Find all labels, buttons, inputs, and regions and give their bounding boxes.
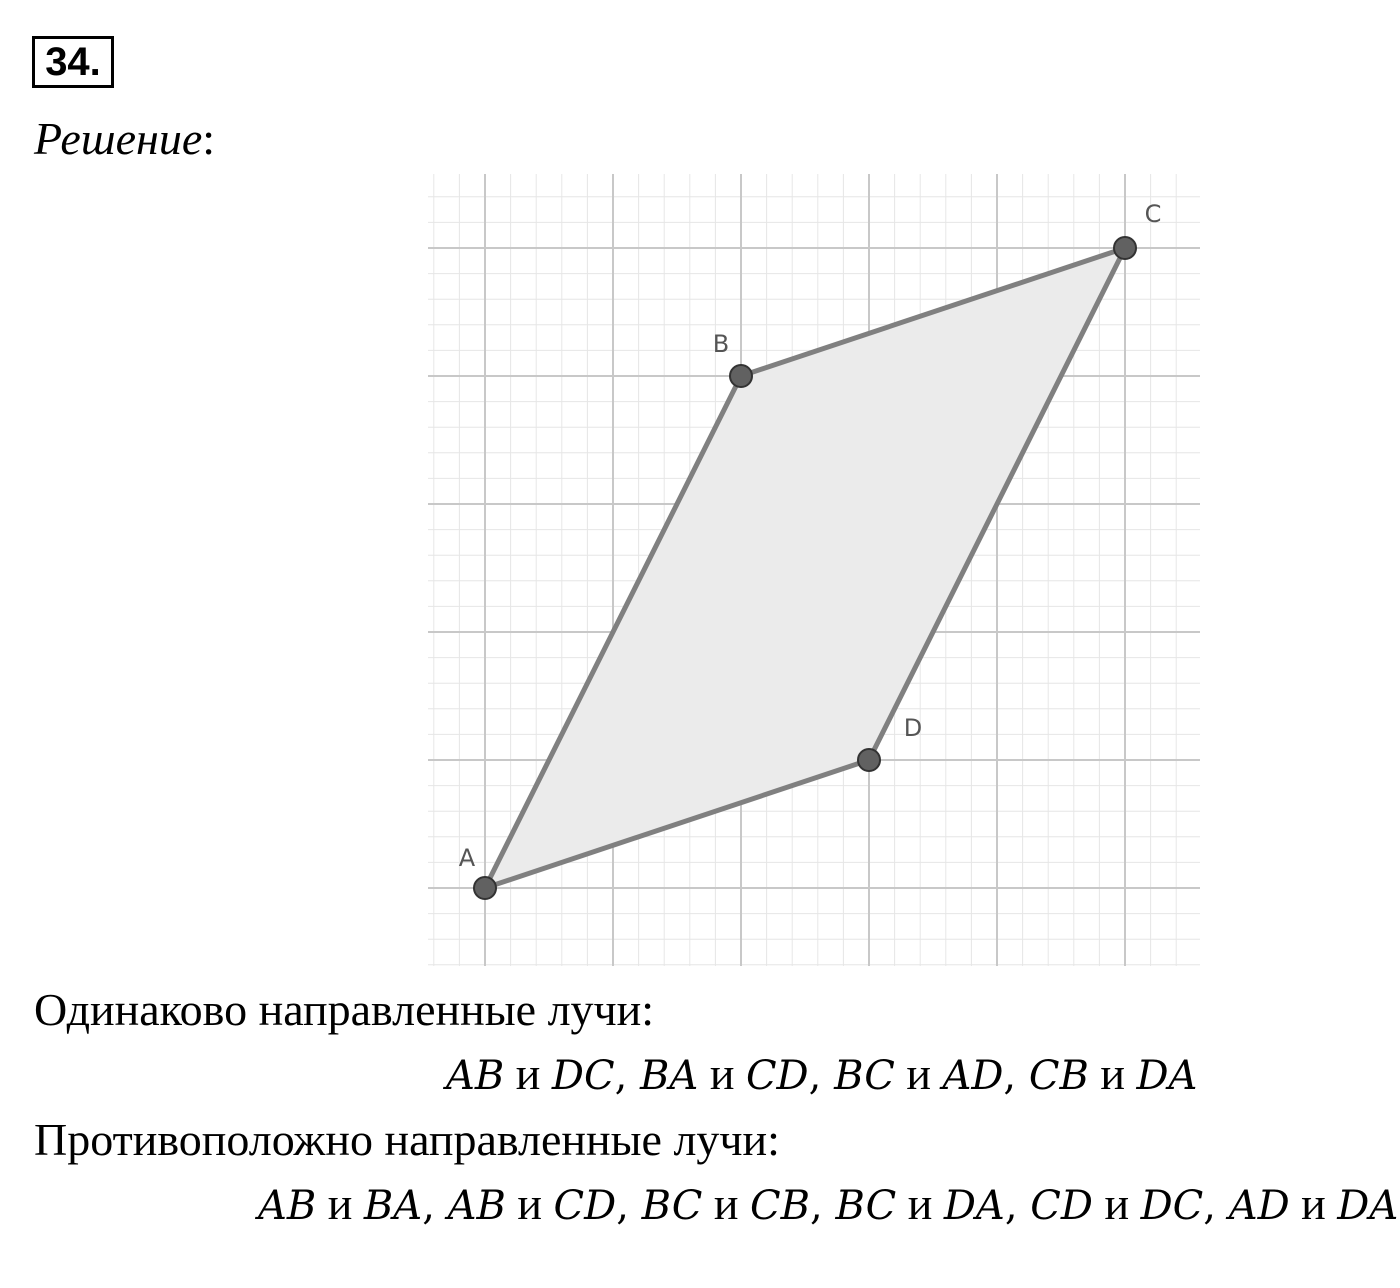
conjunction: и — [505, 1178, 554, 1229]
same-direction-heading: Одинаково направленные лучи: — [34, 984, 655, 1035]
ray-name: CB — [750, 1183, 811, 1229]
vertex-label-b: B — [712, 330, 730, 358]
ray-name: AD — [1228, 1183, 1290, 1229]
separator: , — [1004, 1183, 1031, 1229]
ray-name: BA — [640, 1053, 699, 1099]
parallelogram-shape — [485, 248, 1125, 888]
separator: , — [808, 1053, 835, 1099]
separator: , — [1003, 1053, 1029, 1099]
solution-label-text: Решение — [34, 113, 203, 164]
separator: , — [616, 1183, 642, 1229]
separator: , — [422, 1183, 448, 1229]
solution-colon: : — [202, 113, 216, 164]
vertex-point-a — [474, 877, 496, 899]
conjunction: и — [1092, 1178, 1141, 1229]
conjunction: и — [504, 1048, 552, 1099]
ray-name: BA — [363, 1183, 423, 1229]
conjunction: и — [896, 1178, 944, 1229]
ray-name: AD — [942, 1053, 1004, 1099]
same-direction-rays — [446, 1047, 1197, 1100]
problem-number: 34. — [32, 36, 114, 88]
ray-name: BC — [835, 1183, 897, 1229]
conjunction: и — [316, 1178, 364, 1229]
ray-name: DC — [1140, 1183, 1204, 1229]
ray-name: DA — [943, 1183, 1005, 1229]
ray-name: AB — [258, 1183, 317, 1229]
ray-name: CD — [745, 1053, 809, 1099]
ray-name: BC — [641, 1183, 703, 1229]
opposite-direction-rays — [258, 1177, 1398, 1230]
vertex-label-c: C — [1144, 200, 1162, 228]
ray-name: BC — [834, 1053, 895, 1099]
parallelogram-polygon — [485, 248, 1125, 888]
opposite-direction-heading: Противоположно направленные лучи: — [34, 1114, 780, 1165]
ray-name: CD — [553, 1183, 617, 1229]
conjunction: и — [698, 1048, 746, 1099]
conjunction: и — [1289, 1178, 1338, 1229]
vertex-point-b — [730, 365, 752, 387]
ray-name: AB — [446, 1053, 505, 1099]
ray-name: DA — [1337, 1183, 1399, 1229]
vertex-label-d: D — [903, 714, 923, 742]
ray-name: CB — [1028, 1053, 1089, 1099]
separator: , — [1203, 1183, 1229, 1229]
separator: , — [614, 1053, 641, 1099]
separator: , — [810, 1183, 836, 1229]
vertex-label-a: A — [458, 844, 476, 872]
conjunction: и — [894, 1048, 943, 1099]
conjunction: и — [702, 1178, 751, 1229]
ray-name: DC — [551, 1053, 615, 1099]
ray-name: CD — [1030, 1183, 1093, 1229]
ray-name: AB — [447, 1183, 506, 1229]
ray-name: DA — [1136, 1053, 1198, 1099]
conjunction: и — [1088, 1048, 1137, 1099]
vertex-point-c — [1114, 237, 1136, 259]
vertex-point-d — [858, 749, 880, 771]
